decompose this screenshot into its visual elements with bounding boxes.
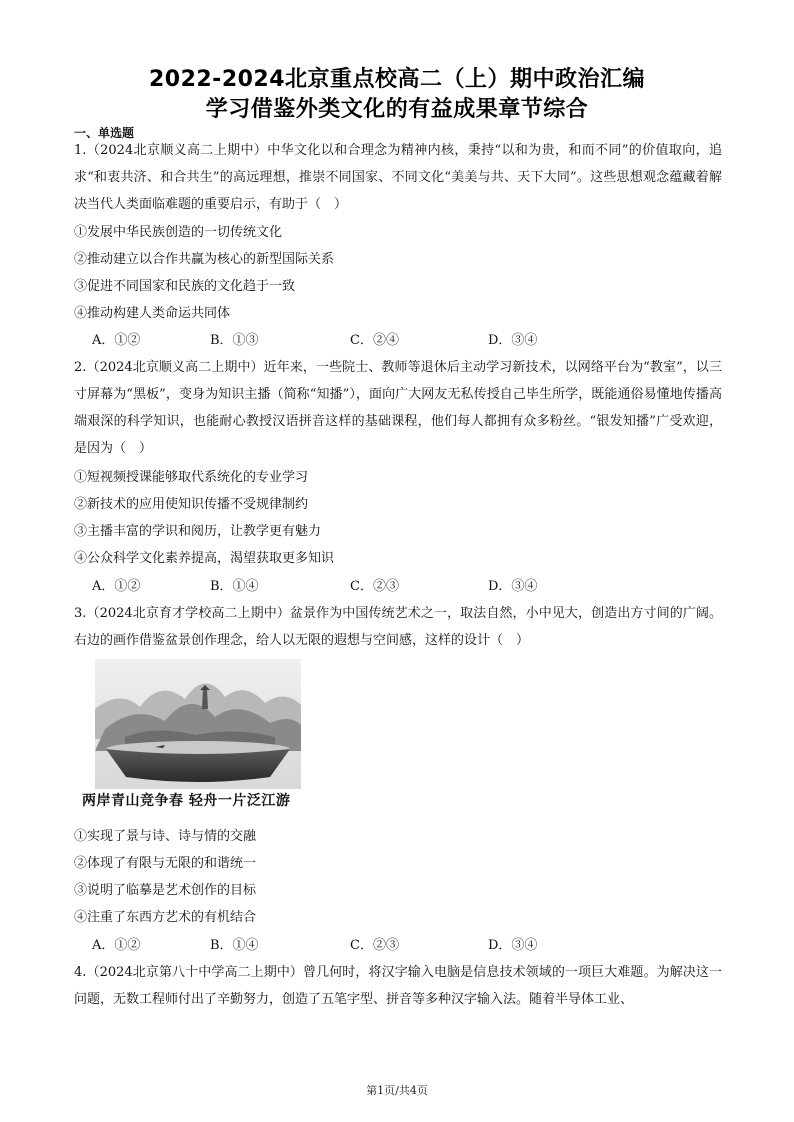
question-4-stem: 4.（2024北京第八十中学高二上期中）曾几何时，将汉字输入电脑是信息技术领域的一项巨大难题。为解决这一问题，无数工程师付出了辛勤努力，创造了五笔字型、拼音等多种汉字输入法。随着半导体工业、 xyxy=(74,965,722,1007)
question-1-option-1: ①发展中华民族创造的一切传统文化 xyxy=(74,225,283,240)
question-3-stem: 3.（2024北京育才学校高二上期中）盆景作为中国传统艺术之一，取法自然，小中见大，创造出方寸间的广阔。右边的画作借鉴盆景创作理念，给人以无限的遐想与空间感，这样的设计（ ） xyxy=(74,606,722,648)
penjing-painting-image xyxy=(95,659,301,789)
choice-c: C．②④ xyxy=(350,333,399,348)
question-2-stem: 2.（2024北京顺义高二上期中）近年来，一些院士、教师等退休后主动学习新技术，以网络平台为“教室”，以三寸屏幕为“黑板”，变身为知识主播（简称“知播”），面向广大网友无私传授自己毕生所学，既能通俗易懂地传播高端艰深的科学知识，也能耐心教授汉语拼音这样的基础课程，他们每人都拥有众多粉丝。“银发知播”广受欢迎，是因为（ ） xyxy=(74,360,722,456)
choice-c: C．②③ xyxy=(350,579,399,594)
choice-d: D．③④ xyxy=(488,938,538,953)
question-2-option-4: ④公众科学文化素养提高，渴望获取更多知识 xyxy=(74,551,335,566)
page-footer: 第1页/共4页 xyxy=(366,1084,428,1097)
question-2-option-3: ③主播丰富的学识和阅历，让教学更有魅力 xyxy=(74,524,322,539)
question-2-option-2: ②新技术的应用使知识传播不受规律制约 xyxy=(74,497,309,512)
document-title-line2: 学习借鉴外类文化的有益成果章节综合 xyxy=(205,97,589,122)
question-3-option-3: ③说明了临摹是艺术创作的目标 xyxy=(74,883,257,898)
section-title: 一、单选题 xyxy=(74,126,135,140)
choice-c: C．②③ xyxy=(350,938,399,953)
question-1-stem: 1.（2024北京顺义高二上期中）中华文化以和合理念为精神内核，秉持“以和为贵，和而不同”的价值取向，追求“和衷共济、和合共生”的高远理想，推崇不同国家、不同文化“美美与共、天下大同”。这些思想观念蕴藏着解决当代人类面临难题的重要启示，有助于（ ） xyxy=(74,143,722,212)
penjing-painting-svg xyxy=(95,659,301,789)
choice-a: A．①② xyxy=(92,938,141,953)
choice-d: D．③④ xyxy=(488,579,538,594)
question-1-option-3: ③促进不同国家和民族的文化趋于一致 xyxy=(74,279,296,294)
question-3-option-2: ②体现了有限与无限的和谐统一 xyxy=(74,856,257,871)
choice-b: B．①④ xyxy=(210,579,259,594)
question-1-option-4: ④推动构建人类命运共同体 xyxy=(74,306,231,321)
question-1-option-2: ②推动建立以合作共赢为核心的新型国际关系 xyxy=(74,252,335,267)
question-3-option-4: ④注重了东西方艺术的有机结合 xyxy=(74,910,257,925)
choice-a: A．①② xyxy=(92,333,141,348)
question-2-option-1: ①短视频授课能够取代系统化的专业学习 xyxy=(74,470,309,485)
figure-caption: 两岸青山竞争春 轻舟一片泛江游 xyxy=(82,793,291,809)
choice-b: B．①③ xyxy=(210,333,259,348)
question-3-option-1: ①实现了景与诗、诗与情的交融 xyxy=(74,829,257,844)
choice-d: D．③④ xyxy=(488,333,538,348)
document-title-line1: 2022-2024北京重点校高二（上）期中政治汇编 xyxy=(148,67,646,92)
choice-b: B．①④ xyxy=(210,938,259,953)
choice-a: A．①② xyxy=(92,579,141,594)
